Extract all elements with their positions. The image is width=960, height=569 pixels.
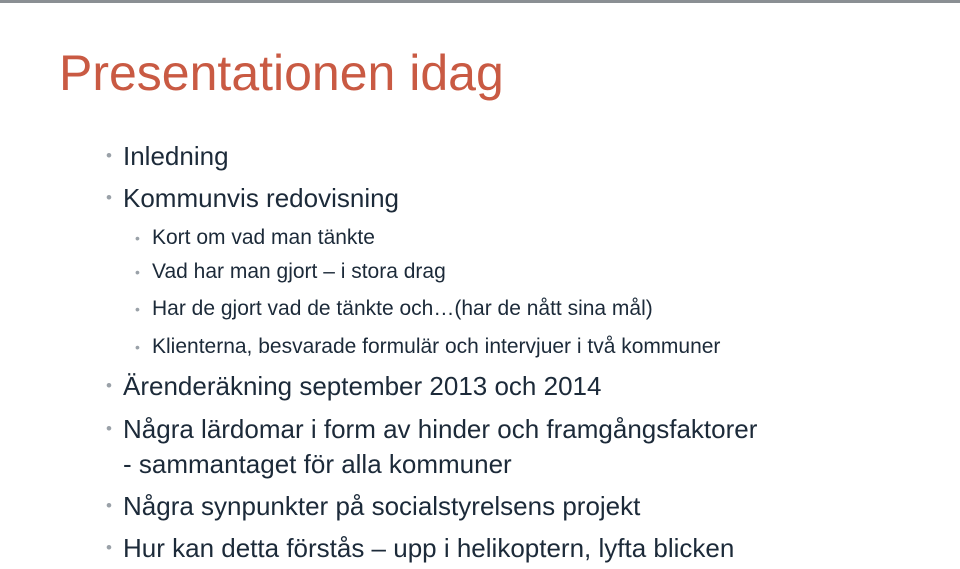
- bullet-text-continuation: - sammantaget för alla kommuner: [123, 449, 512, 479]
- bullet-dot-icon: •: [106, 496, 112, 515]
- bullet-text: Vad har man gjort – i stora drag: [152, 260, 446, 283]
- bullet-text: Inledning: [123, 141, 229, 171]
- bullet-text: Några lärdomar i form av hinder och framgångsfaktorer: [123, 414, 758, 444]
- top-border: [0, 0, 960, 3]
- bullet-item-nagra-synpunkter: [106, 490, 641, 522]
- bullet-dot-icon: •: [135, 230, 140, 246]
- bullet-dot-icon: •: [106, 146, 112, 165]
- bullet-dot-icon: •: [135, 301, 140, 317]
- sub-bullet-item-vad-har-man-gjort: [135, 259, 446, 285]
- bullet-item-nagra-lardomar: [106, 413, 758, 480]
- bullet-text: Klienterna, besvarade formulär och intervjuer i två kommuner: [152, 335, 721, 358]
- bullet-item-inledning: [106, 140, 229, 172]
- sub-bullet-item-kort-om: [135, 225, 375, 251]
- slide-title: Presentationen idag: [59, 45, 504, 101]
- bullet-text: Hur kan detta förstås – upp i helikoptern, lyfta blicken: [123, 533, 735, 563]
- bullet-dot-icon: •: [106, 538, 112, 557]
- sub-bullet-item-har-de-gjort: [135, 296, 653, 322]
- sub-bullet-item-klienterna: [135, 334, 721, 360]
- bullet-text: Några synpunkter på socialstyrelsens projekt: [123, 491, 641, 521]
- bullet-item-arenderakning: [106, 370, 602, 402]
- bullet-dot-icon: •: [106, 419, 112, 438]
- bullet-text: Kommunvis redovisning: [123, 183, 400, 213]
- bullet-dot-icon: •: [135, 339, 140, 355]
- bullet-text: Har de gjort vad de tänkte och…(har de nått sina mål): [152, 297, 653, 320]
- bullet-dot-icon: •: [106, 376, 112, 395]
- bullet-item-kommunvis-redovisning: [106, 182, 400, 214]
- bullet-text: Kort om vad man tänkte: [152, 226, 375, 249]
- bullet-dot-icon: •: [135, 264, 140, 280]
- bullet-text: Ärenderäkning september 2013 och 2014: [123, 371, 602, 401]
- bullet-item-hur-kan-detta: [106, 532, 735, 564]
- bullet-dot-icon: •: [106, 188, 112, 207]
